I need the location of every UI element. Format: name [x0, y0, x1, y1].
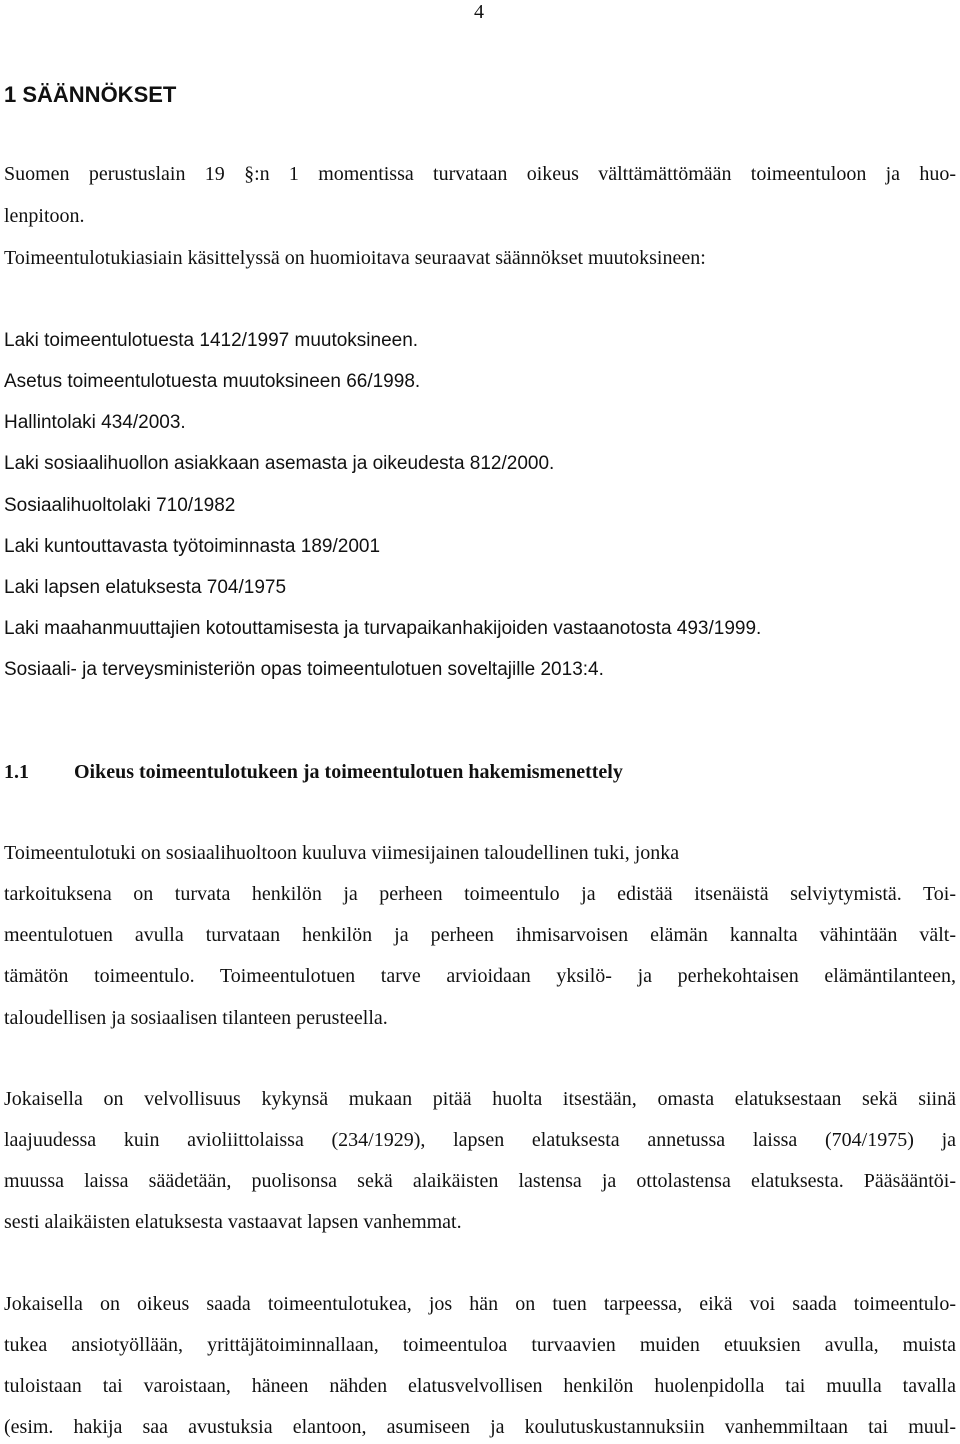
intro-line: lenpitoon.	[4, 205, 85, 227]
chapter-heading: 1 SÄÄNNÖKSET	[4, 82, 177, 107]
section-number: 1.1	[4, 761, 29, 783]
law-item: Laki toimeentulotuesta 1412/1997 muutoksineen.	[4, 330, 419, 351]
law-item: Sosiaalihuoltolaki 710/1982	[4, 495, 236, 516]
paragraph-line: taloudellisen ja sosiaalisen tilanteen perusteella.	[4, 1007, 388, 1029]
law-item: Hallintolaki 434/2003.	[4, 412, 186, 433]
law-item: Laki kuntouttavasta työtoiminnasta 189/2001	[4, 536, 381, 557]
paragraph-line: tarkoituksena on turvata henkilön ja perheen toimeentulo ja edistää itsenäistä selviytymistä. Toi-	[4, 883, 956, 905]
law-item: Laki maahanmuuttajien kotouttamisesta ja turvapaikanhakijoiden vastaanotosta 493/1999.	[4, 618, 762, 639]
paragraph-line: meentulotuen avulla turvataan henkilön ja perheen ihmisarvoisen elämän kannalta vähintään vält-	[4, 924, 956, 946]
paragraph-line: tukea ansiotyöllään, yrittäjätoiminnallaan, toimeentuloa turvaavien muiden etuuksien avulla, muista	[4, 1334, 956, 1356]
paragraph-line: muussa laissa säädetään, puolisonsa sekä alaikäisten lastensa ja ottolastensa elatuksesta. Pääsääntöi-	[4, 1170, 956, 1192]
paragraph-line: Jokaisella on velvollisuus kykynsä mukaan pitää huolta itsestään, omasta elatuksestaan sekä siinä	[4, 1088, 956, 1110]
paragraph-line: laajuudessa kuin avioliittolaissa (234/1929), lapsen elatuksesta annetussa laissa (704/1975) ja	[4, 1129, 956, 1151]
paragraph-line: (esim. hakija saa avustuksia elantoon, asumiseen ja koulutuskustannuksiin vanhemmiltaan tai muul-	[4, 1416, 956, 1438]
paragraph-line: sesti alaikäisten elatuksesta vastaavat lapsen vanhemmat.	[4, 1211, 462, 1233]
intro-line: Toimeentulotukiasiain käsittelyssä on huomioitava seuraavat säännökset muutoksineen:	[4, 247, 706, 269]
section-heading	[4, 760, 623, 784]
paragraph-line: tämätön toimeentulo. Toimeentulotuen tarve arvioidaan yksilö- ja perhekohtaisen elämäntilanteen,	[4, 965, 956, 987]
paragraph-line: Jokaisella on oikeus saada toimeentulotukea, jos hän on tuen tarpeessa, eikä voi saada toimeentulo-	[4, 1293, 956, 1315]
law-item: Sosiaali- ja terveysministeriön opas toimeentulotuen soveltajille 2013:4.	[4, 659, 604, 680]
law-item: Laki sosiaalihuollon asiakkaan asemasta ja oikeudesta 812/2000.	[4, 453, 555, 474]
paragraph-line: Toimeentulotuki on sosiaalihuoltoon kuuluva viimesijainen taloudellinen tuki, jonka	[4, 842, 680, 864]
page-number: 4	[474, 1, 484, 23]
law-item: Asetus toimeentulotuesta muutoksineen 66/1998.	[4, 371, 421, 392]
law-item: Laki lapsen elatuksesta 704/1975	[4, 577, 287, 598]
intro-line: Suomen perustuslain 19 §:n 1 momentissa turvataan oikeus välttämättömään toimeentuloon ja huo-	[4, 163, 956, 185]
section-title: Oikeus toimeentulotukeen ja toimeentulotuen hakemismenettely	[74, 761, 623, 783]
paragraph-line: tuloistaan tai varoistaan, häneen nähden elatusvelvollisen henkilön huolenpidolla tai muulla tavalla	[4, 1375, 956, 1397]
